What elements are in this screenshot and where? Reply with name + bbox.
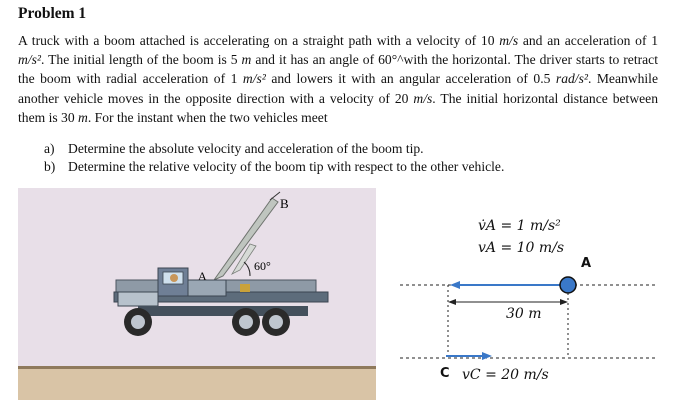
question-list (44, 140, 504, 176)
paragraph-text: . The initial length of the boom is 5 (40, 52, 242, 68)
paragraph-unit: m/s² (242, 71, 266, 87)
label-b: B (280, 196, 289, 211)
paragraph-text: . Meanwhile another vehicle moves in the opposite direction with a velocity of 20 (18, 71, 658, 106)
paragraph-unit: m/s (499, 33, 519, 48)
problem-title: Problem 1 (18, 5, 87, 22)
distance-arrow-right (560, 299, 568, 305)
label-a: A (198, 269, 207, 283)
paragraph-text: and lowers it with an angular acceleration of 0.5 (265, 71, 556, 87)
question-a-label: a) (44, 141, 55, 156)
paragraph-unit: rad/s² (555, 71, 588, 87)
truck-figure (18, 188, 376, 400)
paragraph-unit: m (241, 52, 252, 68)
velocity-a-equation: vA = 10 m/s (478, 240, 565, 256)
paragraph-text: . The initial horizontal distance between them is 30 (18, 90, 658, 125)
paragraph-text: A truck with a boom attached is accelerating on a straight path with a velocity of 10 (18, 33, 500, 48)
paragraph-unit: m/s² (18, 52, 41, 68)
question-b-label: b) (44, 159, 56, 174)
paragraph-text: . For the instant when the two vehicles meet (87, 109, 328, 125)
paragraph-unit: m (78, 109, 88, 125)
distance-label: 30 m (506, 306, 542, 322)
angle-label: 60° (254, 259, 271, 273)
paragraph-unit: m/s (413, 90, 433, 106)
distance-arrow-left (448, 299, 456, 305)
point-c-label: C (440, 366, 450, 381)
question-b-text: Determine the relative velocity of the boom tip with respect to the other vehicle. (68, 159, 505, 174)
question-a-text: Determine the absolute velocity and acceleration of the boom tip. (68, 141, 424, 156)
question-b (44, 158, 504, 176)
velocity-c-equation: vC = 20 m/s (462, 367, 549, 383)
arrow-va-head (450, 281, 460, 289)
point-a-dot (560, 277, 576, 293)
ground (18, 368, 376, 400)
ground-line (18, 366, 376, 369)
accel-equation: v̇A = 1 m/s² (478, 218, 561, 234)
question-a (44, 140, 504, 158)
paragraph-text: and it has an angle of 60°^with the horizontal. The driver starts to retract the boom with radial acceleration of 1 (18, 52, 658, 87)
problem-paragraph (18, 31, 658, 127)
point-a-label: A (581, 256, 592, 271)
paragraph-text: and an acceleration of 1 (518, 33, 658, 48)
arrow-vc-head (482, 352, 492, 360)
figure-background (18, 188, 376, 368)
